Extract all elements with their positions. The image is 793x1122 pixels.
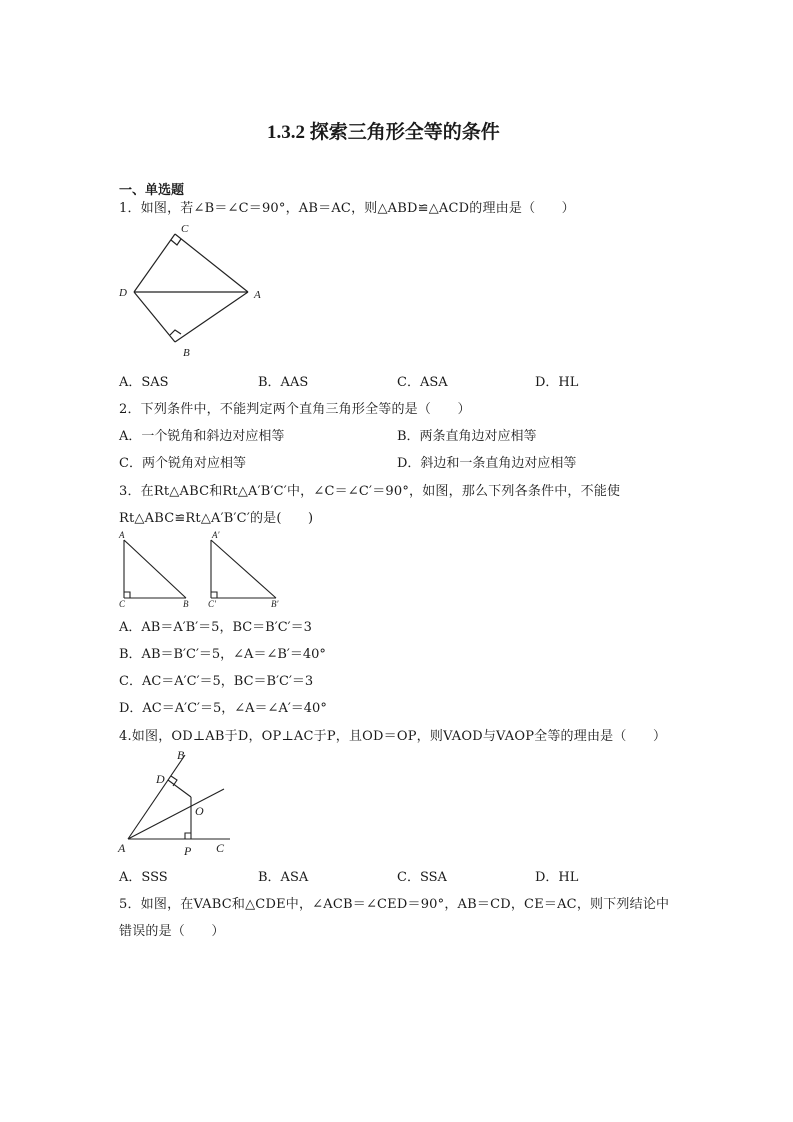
- right-angle-mark-c: [171, 239, 181, 245]
- section-heading: 一、单选题: [119, 183, 185, 198]
- question-1-figure: [110, 218, 280, 366]
- ray-ab: [128, 755, 185, 839]
- label-d: D: [156, 772, 165, 786]
- question-1-stem: 1．如图，若∠B＝∠C＝90°，AB＝AC，则△ABD≌△ACD的理由是（ ）: [119, 201, 575, 216]
- label-a: A: [254, 289, 261, 301]
- segment-db: [134, 292, 175, 342]
- question-3-stem-line2: Rt△ABC≌Rt△A′B′C′的是( ): [119, 511, 314, 526]
- label-o: O: [195, 804, 204, 818]
- q2-option-a[interactable]: A．一个锐角和斜边对应相等: [119, 429, 285, 444]
- question-4-figure: [112, 745, 247, 860]
- segment-ca: [175, 234, 248, 292]
- q1-option-d[interactable]: D．HL: [535, 375, 579, 390]
- page-title: 1.3.2 探索三角形全等的条件: [267, 122, 500, 143]
- question-5-stem-line1: 5．如图，在VABC和△CDE中，∠ACB＝∠CED＝90°，AB＝CD，CE＝AC，则下列结论中: [119, 897, 670, 912]
- q2-option-d[interactable]: D．斜边和一条直角边对应相等: [397, 456, 577, 471]
- q3-option-c[interactable]: C．AC＝A′C′＝5，BC＝B′C′＝3: [119, 674, 314, 689]
- label-a: A: [118, 841, 126, 855]
- question-3-figure: [112, 528, 292, 610]
- q4-option-a[interactable]: A．SSS: [119, 870, 168, 885]
- label-p: P: [184, 844, 192, 858]
- q1-option-a[interactable]: A．SAS: [119, 375, 169, 390]
- label-a: A: [119, 530, 125, 540]
- q2-option-b[interactable]: B．两条直角边对应相等: [397, 429, 537, 444]
- label-c-prime: C′: [208, 599, 216, 609]
- label-a-prime: A′: [212, 530, 220, 540]
- q4-option-d[interactable]: D．HL: [535, 870, 579, 885]
- right-angle-mark-b: [170, 330, 181, 335]
- question-2-stem: 2．下列条件中，不能判定两个直角三角形全等的是（ ）: [119, 402, 471, 417]
- q3-option-b[interactable]: B．AB＝B′C′＝5，∠A＝∠B′＝40°: [119, 647, 326, 662]
- q4-option-b[interactable]: B．ASA: [258, 870, 309, 885]
- label-c: C: [216, 841, 225, 855]
- question-5-stem-line2: 错误的是（ ）: [119, 924, 225, 939]
- label-c: C: [119, 599, 126, 609]
- segment-od: [168, 780, 191, 797]
- label-b-prime: B′: [271, 599, 279, 609]
- label-d: D: [119, 287, 127, 299]
- ray-ao: [128, 789, 224, 839]
- q3-option-d[interactable]: D．AC＝A′C′＝5，∠A＝∠A′＝40°: [119, 701, 327, 716]
- label-b: B: [183, 347, 190, 359]
- label-c: C: [181, 223, 189, 235]
- q4-option-c[interactable]: C．SSA: [397, 870, 447, 885]
- segment-dc: [134, 234, 175, 292]
- segment-ba: [175, 292, 248, 342]
- q1-option-c[interactable]: C．ASA: [397, 375, 448, 390]
- label-b: B: [183, 599, 189, 609]
- question-3-stem-line1: 3．在Rt△ABC和Rt△A′B′C′中，∠C＝∠C′＝90°，如图，那么下列各条件中，不能使: [119, 484, 621, 499]
- label-b: B: [177, 748, 185, 762]
- q3-option-a[interactable]: A．AB＝A′B′＝5，BC＝B′C′＝3: [119, 620, 312, 635]
- question-4-stem: 4.如图，OD⊥AB于D，OP⊥AC于P，且OD＝OP，则VAOD与VAOP全等的理由是（ ）: [119, 729, 667, 744]
- q2-option-c[interactable]: C．两个锐角对应相等: [119, 456, 246, 471]
- q1-option-b[interactable]: B．AAS: [258, 375, 309, 390]
